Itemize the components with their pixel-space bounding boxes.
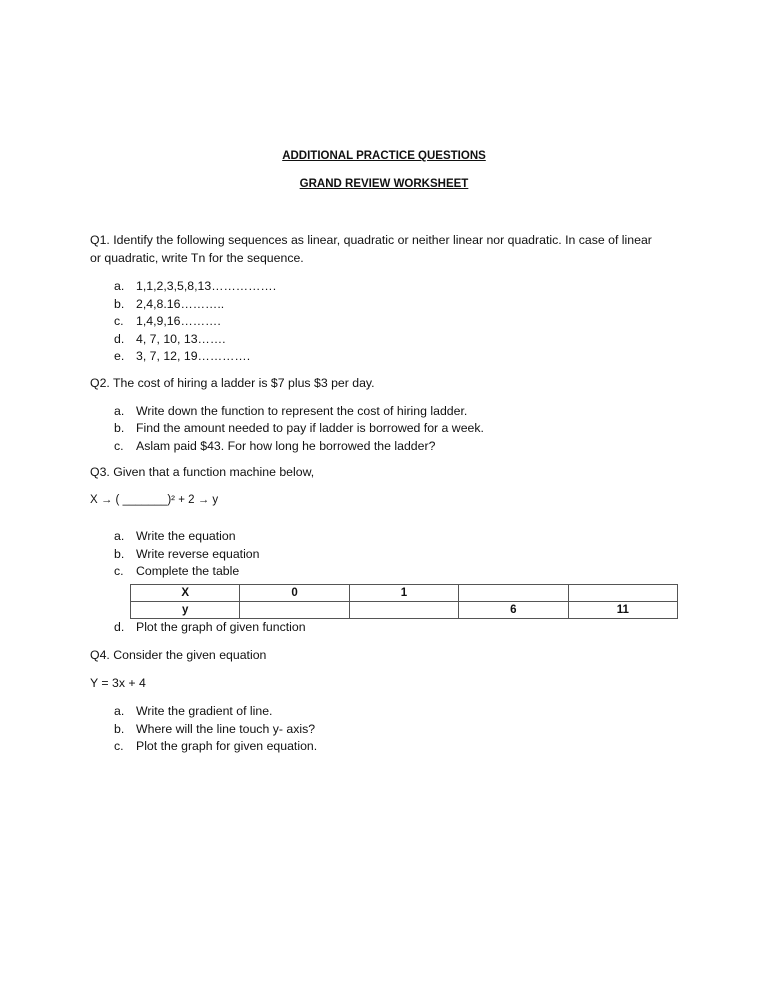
table-cell (240, 602, 349, 619)
heading-additional-practice: ADDITIONAL PRACTICE QUESTIONS (282, 150, 486, 162)
q1-text: Q1. Identify the following sequences as linear, quadratic or neither linear nor quadratic. In case of linear (90, 233, 652, 247)
q3-function-machine: X → ( _______)² + 2 → y (90, 494, 219, 506)
q1-item-e: e. 3, 7, 12, 19…………. (114, 349, 251, 363)
table-cell: 0 (240, 585, 349, 602)
table-cell: 1 (349, 585, 458, 602)
q4-item-c: c. Plot the graph for given equation. (114, 739, 318, 753)
q1-item-c: c. 1,4,9,16………. (114, 314, 221, 328)
q4-equation: Y = 3x + 4 (90, 676, 146, 690)
q3-value-table (130, 584, 678, 619)
table-cell: y (131, 602, 240, 619)
q3-item-b: b. Write reverse equation (114, 547, 260, 561)
table-cell: 6 (459, 602, 568, 619)
table-cell (459, 585, 568, 602)
q3-item-d: d. Plot the graph of given function (114, 620, 306, 634)
table-row-x (131, 585, 678, 602)
table-cell (349, 602, 458, 619)
q3-item-c: c. Complete the table (114, 564, 240, 578)
q4-text: Q4. Consider the given equation (90, 648, 267, 662)
q4-item-b: b. Where will the line touch y- axis? (114, 722, 316, 736)
table-cell: 11 (568, 602, 677, 619)
q2-item-a: a. Write down the function to represent the cost of hiring ladder. (114, 404, 468, 418)
q2-item-b: b. Find the amount needed to pay if ladder is borrowed for a week. (114, 421, 484, 435)
q2-text: Q2. The cost of hiring a ladder is $7 plus $3 per day. (90, 376, 375, 390)
q3-item-a: a. Write the equation (114, 529, 236, 543)
table-row-y (131, 602, 678, 619)
q4-item-a: a. Write the gradient of line. (114, 704, 273, 718)
heading-grand-review: GRAND REVIEW WORKSHEET (299, 178, 469, 190)
q1-item-b: b. 2,4,8.16……….. (114, 297, 225, 311)
q1-text-cont: or quadratic, write Tn for the sequence. (90, 251, 304, 265)
q1-item-d: d. 4, 7, 10, 13……. (114, 332, 226, 346)
table-cell (568, 585, 677, 602)
table-cell: X (131, 585, 240, 602)
q1-item-a: a. 1,1,2,3,5,8,13……………. (114, 279, 277, 293)
q3-text: Q3. Given that a function machine below, (90, 465, 315, 479)
q2-item-c: c. Aslam paid $43. For how long he borrowed the ladder? (114, 439, 436, 453)
